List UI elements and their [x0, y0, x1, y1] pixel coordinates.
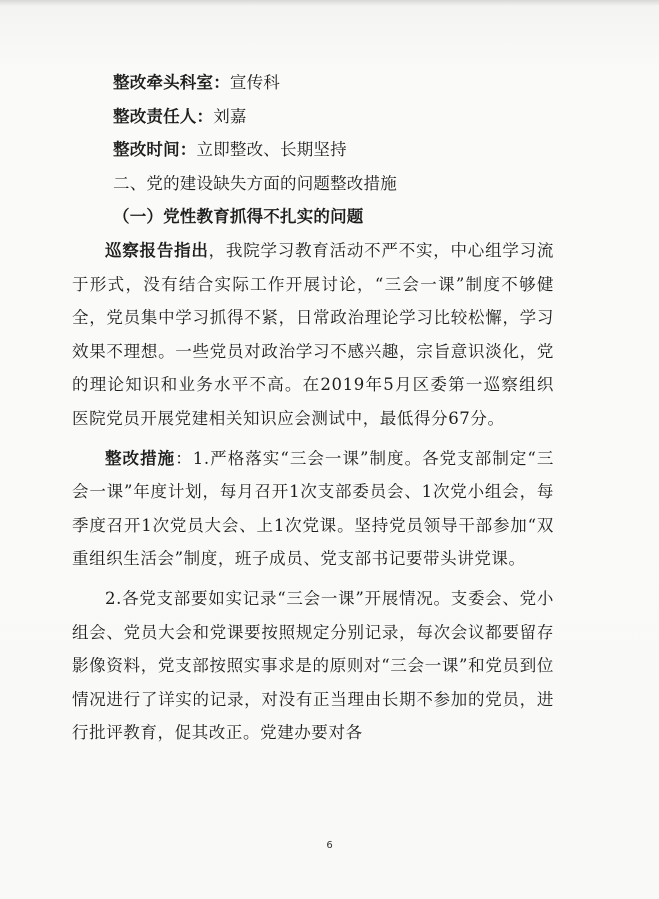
item2-paragraph: 2.各党支部要如实记录“三会一课”开展情况。支委会、党小组会、党员大会和党课要按照规定分别记录，每次会议都要留存影像资料，党支部按照实事求是的原则对“三会一课”和党员到位情况进行了详实的记录，对没有正当理由长期不参加的党员，进行批评教育，促其改正。党建办要对各 [72, 588, 554, 743]
time-line [113, 133, 553, 167]
section-subtitle: （一）党性教育抓得不扎实的问题 [113, 207, 364, 227]
lead-dept-line [113, 66, 553, 100]
section-title: 二、党的建设缺失方面的问题整改措施 [113, 173, 397, 193]
time-value: 立即整改、长期坚持 [196, 140, 347, 160]
time-label: 整改时间： [113, 140, 197, 160]
responsible-value: 刘嘉 [213, 106, 247, 126]
report-label: 巡察报告指出 [105, 241, 209, 260]
header-block [113, 66, 553, 234]
measures-text: ：1.严格落实“三会一课”制度。各党支部制定“三会一课”年度计划，每月召开1次支部委员会、1次党小组会，每季度召开1次党员大会、上1次党课。坚持党员领导干部参加“双重组织生活会”制度，班子成员、党支部书记要带头讲党课。 [72, 448, 555, 569]
measures-label: 整改措施 [105, 448, 176, 468]
lead-dept-value: 宣传科 [229, 73, 281, 92]
body-block [72, 234, 554, 750]
responsible-line [113, 100, 553, 134]
measures-paragraph [72, 442, 554, 576]
report-text: ，我院学习教育活动不严不实，中心组学习流于形式，没有结合实际工作开展讨论，“三会一课”制度不够健全，党员集中学习抓得不紧，日常政治理论学习比较松懈，学习效果不理想。一些党员对政治学习不感兴趣，宗旨意识淡化，党的理论知识和业务水平不高。在2019年5月区委第一巡察组织医院党员开展党建相关知识应会测试中，最低得分67分。 [72, 241, 554, 428]
page-number: 6 [326, 840, 333, 851]
report-paragraph [72, 234, 554, 436]
scan-edge [0, 0, 659, 6]
responsible-label: 整改责任人： [113, 106, 214, 126]
lead-dept-label: 整改牵头科室： [113, 73, 230, 92]
